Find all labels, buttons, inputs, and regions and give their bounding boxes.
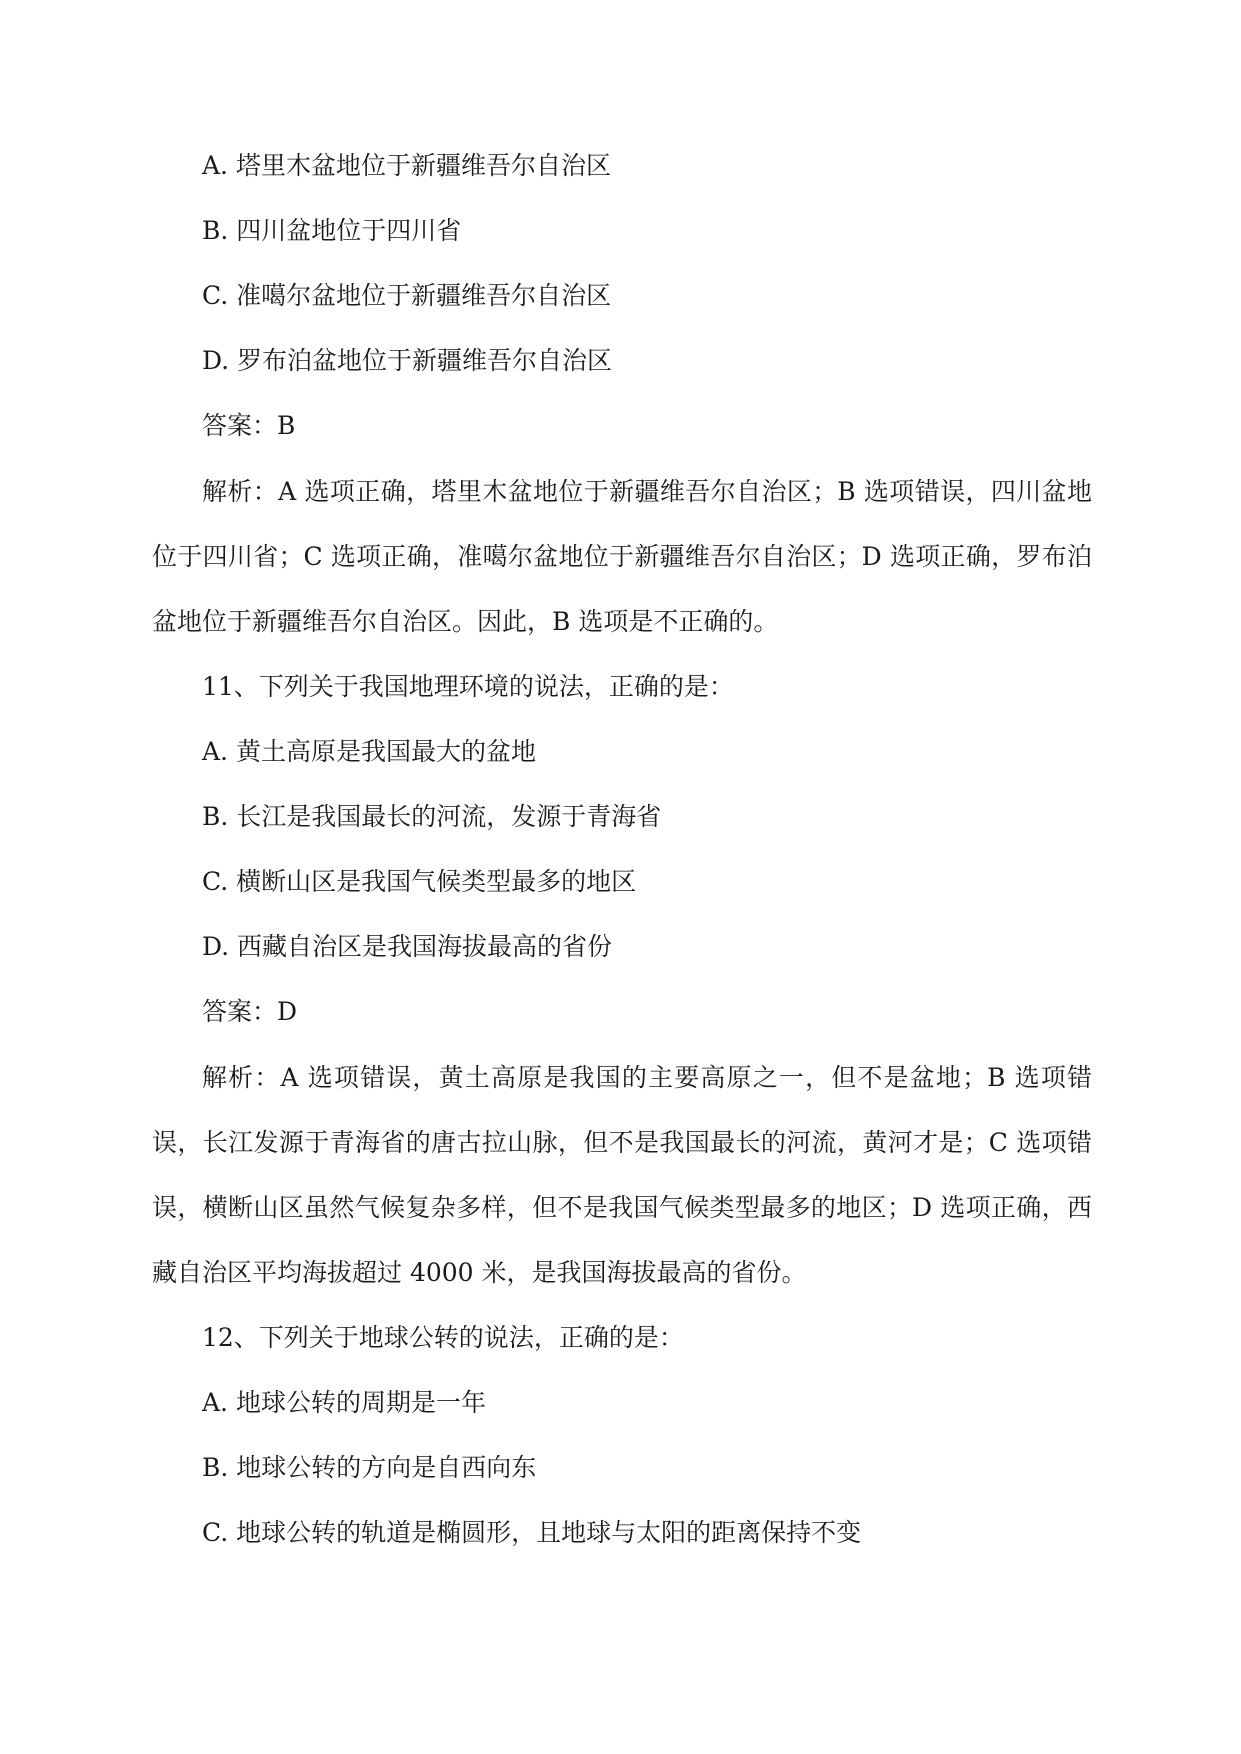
q10-option-d: D. 罗布泊盆地位于新疆维吾尔自治区 xyxy=(202,346,613,375)
q11-option-b: B. 长江是我国最长的河流，发源于青海省 xyxy=(202,802,662,831)
q12-question: 12、下列关于地球公转的说法，正确的是： xyxy=(202,1323,684,1352)
q11-answer: 答案：D xyxy=(202,997,298,1026)
q11-option-d: D. 西藏自治区是我国海拔最高的省份 xyxy=(202,932,613,961)
document-content xyxy=(152,148,1092,1580)
q10-analysis: 解析：A 选项正确，塔里木盆地位于新疆维吾尔自治区；B 选项错误，四川盆地位于四川省；C 选项正确，准噶尔盆地位于新疆维吾尔自治区；D 选项正确，罗布泊盆地位于新疆维吾尔自治区。因此，B 选项是不正确的。 xyxy=(152,477,1092,636)
q12-option-c: C. 地球公转的轨道是椭圆形，且地球与太阳的距离保持不变 xyxy=(202,1518,862,1547)
q10-option-a: A. 塔里木盆地位于新疆维吾尔自治区 xyxy=(202,151,611,180)
q11-option-c: C. 横断山区是我国气候类型最多的地区 xyxy=(202,867,637,896)
q10-option-c: C. 准噶尔盆地位于新疆维吾尔自治区 xyxy=(202,281,612,310)
q11-question: 11、下列关于我国地理环境的说法，正确的是： xyxy=(202,672,734,701)
q11-option-a: A. 黄土高原是我国最大的盆地 xyxy=(202,737,536,766)
q10-answer: 答案：B xyxy=(202,411,296,440)
q11-analysis: 解析：A 选项错误，黄土高原是我国的主要高原之一，但不是盆地；B 选项错误，长江发源于青海省的唐古拉山脉，但不是我国最长的河流，黄河才是；C 选项错误，横断山区虽然气候复杂多样，但不是我国气候类型最多的地区；D 选项正确，西藏自治区平均海拔超过 4000 米，是我国海拔最高的省份。 xyxy=(152,1063,1092,1287)
q10-option-b: B. 四川盆地位于四川省 xyxy=(202,216,462,245)
q12-option-b: B. 地球公转的方向是自西向东 xyxy=(202,1453,537,1482)
q12-option-a: A. 地球公转的周期是一年 xyxy=(202,1388,486,1417)
